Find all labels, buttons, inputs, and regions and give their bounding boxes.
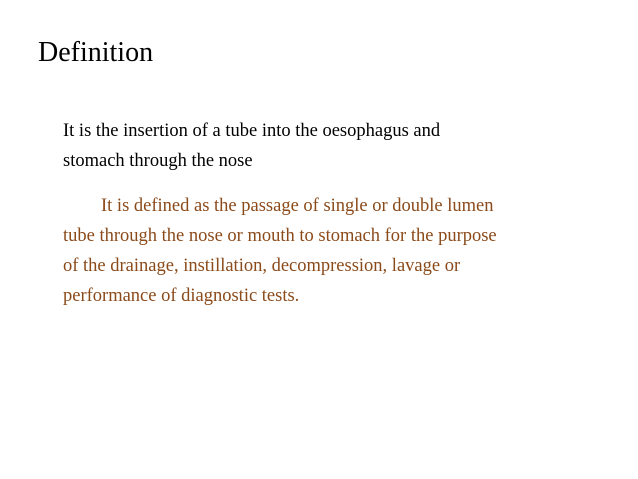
slide-title: Definition — [38, 37, 154, 68]
definition-paragraph-2 — [63, 191, 623, 311]
paragraph-2-line: performance of diagnostic tests. — [63, 286, 300, 306]
paragraph-1-line: It is the insertion of a tube into the oesophagus and — [63, 121, 441, 141]
paragraph-2-line: It is defined as the passage of single or double lumen — [101, 196, 494, 216]
paragraph-2-line: of the drainage, instillation, decompression, lavage or — [63, 256, 461, 276]
paragraph-2-line: tube through the nose or mouth to stomach for the purpose — [63, 226, 497, 246]
definition-paragraph-1 — [63, 116, 623, 176]
paragraph-1-line: stomach through the nose — [63, 151, 253, 171]
